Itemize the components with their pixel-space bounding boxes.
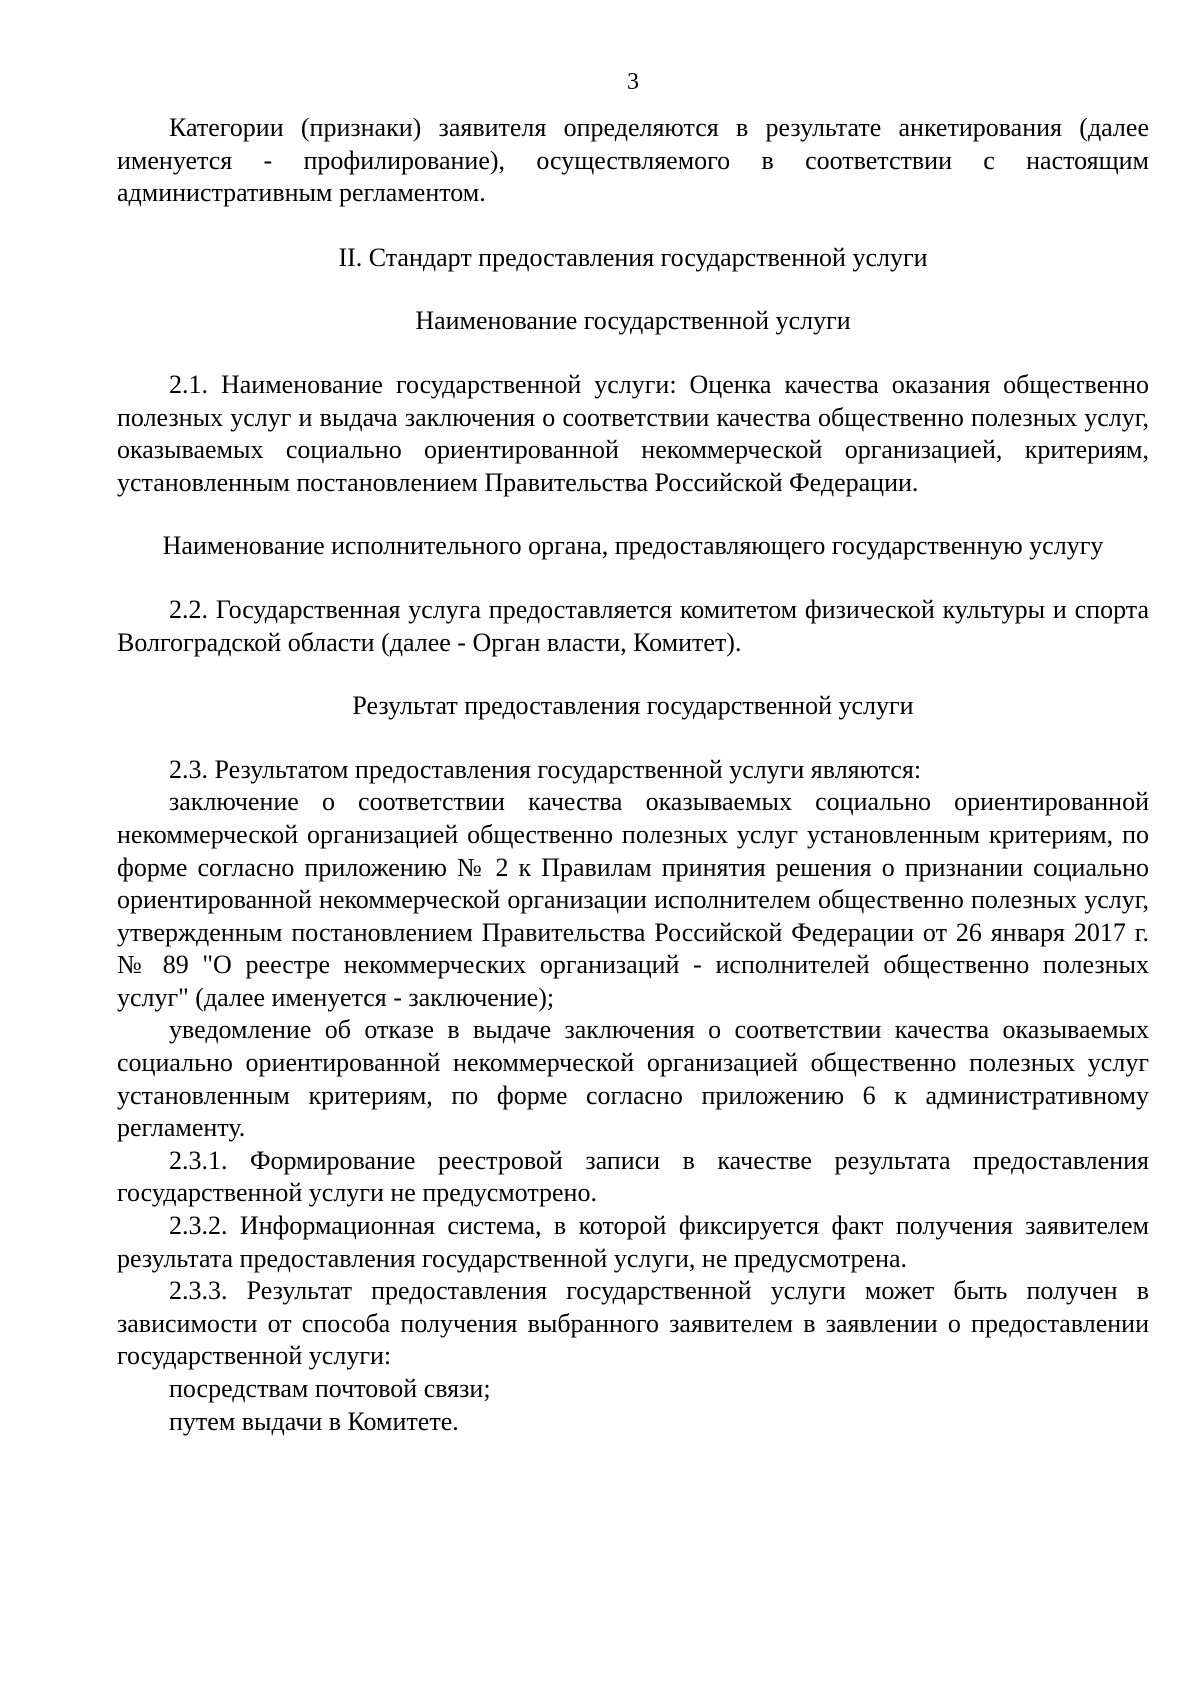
- paragraph-2-1: 2.1. Наименование государственной услуги: Оценка качества оказания общественно полезных услуг и выдача заключения о соответствии качества общественно полезных услуг, оказываемых социально ориентированной некоммерческой организацией, критериям, установленным постановлением Правительства Российской Федерации.: [117, 369, 1149, 497]
- paragraph-2-3-2: 2.3.2. Информационная система, в которой фиксируется факт получения заявителем результата предоставления государственной услуги, не предусмотрена.: [117, 1211, 1149, 1273]
- subheading-executive-body: Наименование исполнительного органа, предоставляющего государственную услугу: [162, 531, 1104, 561]
- paragraph-2-3-refusal-notice: уведомление об отказе в выдаче заключения о соответствии качества оказываемых социально ориентированной некоммерческой организацией общественно полезных услуг установленным критериям, по форме согласно приложению 6 к административному регламенту.: [117, 1015, 1149, 1143]
- paragraph-2-3-conclusion: заключение о соответствии качества оказываемых социально ориентированной некоммерческой организацией общественно полезных услуг установленным критериям, по форме согласно приложению № 2 к Правилам принятия решения о признании социально ориентированной некоммерческой организации исполнителем общественно полезных услуг, утвержденным постановлением Правительства Российской Федерации от 26 января 2017 г. № 89 "О реестре некоммерческих организаций - исполнителей общественно полезных услуг" (далее именуется - заключение);: [117, 787, 1149, 1012]
- subheading-service-name: Наименование государственной услуги: [415, 306, 851, 336]
- subheading-service-result: Результат предоставления государственной услуги: [352, 691, 914, 721]
- list-item-postal: посредствам почтовой связи;: [169, 1374, 491, 1403]
- document-page: [117, 68, 1149, 1438]
- paragraph-2-3: 2.3. Результатом предоставления государственной услуги являются:: [169, 754, 922, 784]
- paragraph-applicant-categories: Категории (признаки) заявителя определяются в результате анкетирования (далее именуется - профилирование), осуществляемого в соответствии с настоящим административным регламентом.: [117, 113, 1149, 208]
- page-number: 3: [627, 69, 639, 95]
- section-heading-standard: II. Стандарт предоставления государственной услуги: [338, 242, 928, 272]
- paragraph-2-3-3: 2.3.3. Результат предоставления государственной услуги может быть получен в зависимости от способа получения выбранного заявителем в заявлении о предоставлении государственной услуги:: [117, 1276, 1149, 1371]
- paragraph-2-3-1: 2.3.1. Формирование реестровой записи в качестве результата предоставления государственной услуги не предусмотрено.: [117, 1145, 1149, 1208]
- paragraph-2-2: 2.2. Государственная услуга предоставляется комитетом физической культуры и спорта Волгоградской области (далее - Орган власти, Комитет).: [117, 594, 1149, 657]
- list-item-issue-at-committee: путем выдачи в Комитете.: [169, 1406, 459, 1436]
